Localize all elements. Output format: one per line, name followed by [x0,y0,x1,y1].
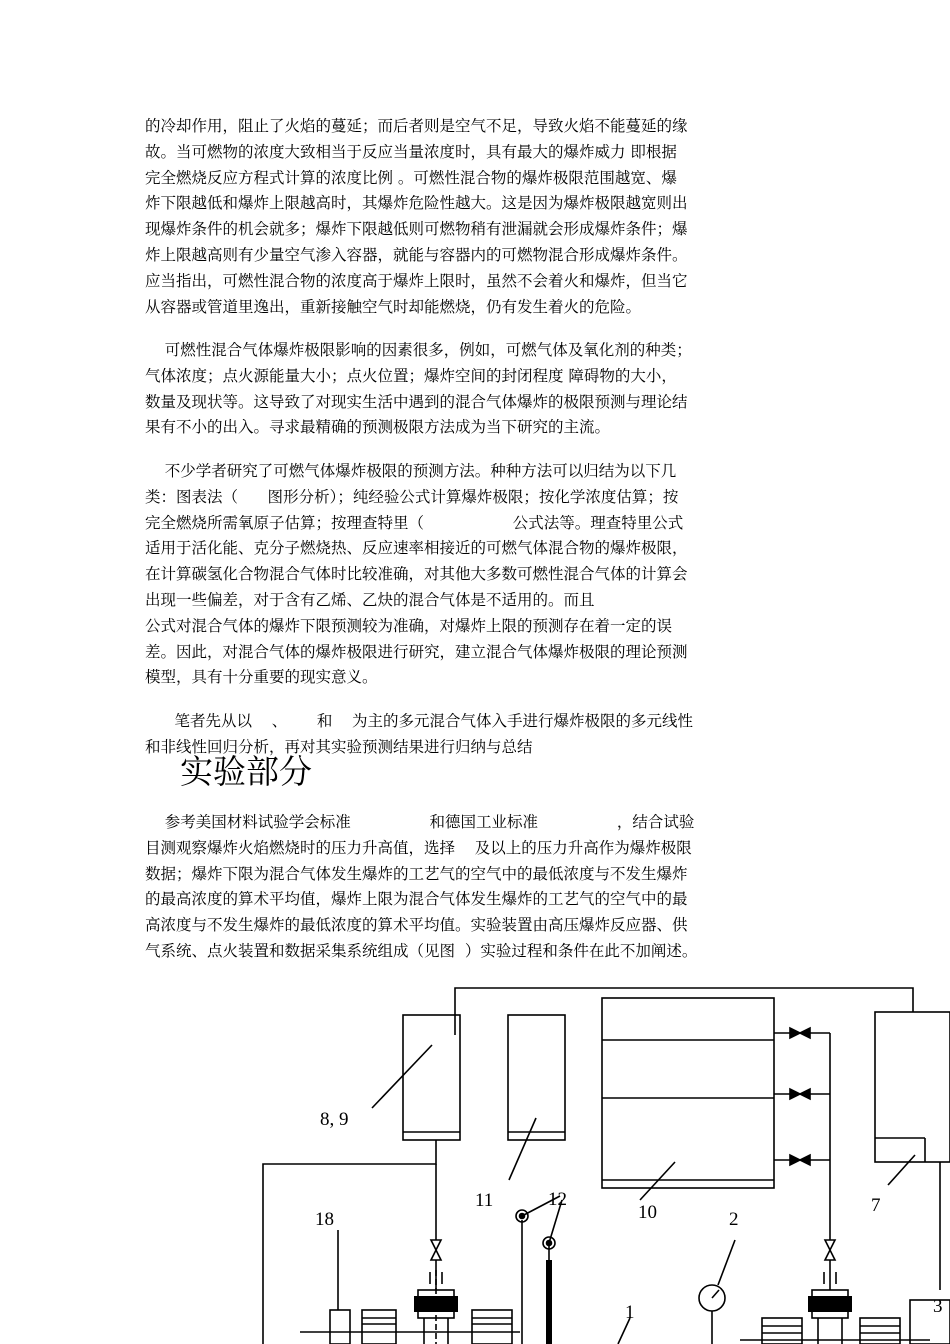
text-line: 气体浓度；点火源能量大小；点火位置；爆炸空间的封闭程度 障碍物的大小， [145,366,677,385]
text-line: 适用于活化能、克分子燃烧热、反应速率相接近的可燃气体混合物的爆炸极限， [145,539,688,558]
paragraph-2 [145,338,810,441]
text-line: 从容器或管道里逸出，重新接触空气时却能燃烧，仍有发生着火的危险。 [145,297,642,316]
text-line: 炸下限越低和爆炸上限越高时，其爆炸危险性越大。这是因为爆炸极限越宽则出 [145,194,688,213]
label-12: 12 [548,1189,567,1210]
text-line: 完全燃烧所需氧原子估算；按理查特里（ 公式法等。理查特里公式 [145,513,684,532]
text-line: 类：图表法（ 图形分析）；纯经验公式计算爆炸极限；按化学浓度估算；按 [145,487,679,506]
text-line: 公式对混合气体的爆炸下限预测较为准确，对爆炸上限的预测存在着一定的误 [145,616,673,635]
label-8-9: 8, 9 [320,1109,349,1130]
apparatus-diagram [240,978,950,1344]
label-10: 10 [638,1202,657,1223]
text-line: 现爆炸条件的机会就多；爆炸下限越低则可燃物稍有泄漏就会形成爆炸条件；爆 [145,220,688,239]
label-1: 1 [625,1302,635,1323]
text-line: 炸上限越高则有少量空气渗入容器，就能与容器内的可燃物混合形成爆炸条件。 [145,245,688,264]
text-line: 气系统、点火装置和数据采集系统组成（见图 ）实验过程和条件在此不加阐述。 [145,941,698,960]
text-line: 果有不小的出入。寻求最精确的预测极限方法成为当下研究的主流。 [145,418,611,437]
section-heading: 实验部分 [180,752,312,791]
text-line: 不少学者研究了可燃气体爆炸极限的预测方法。种种方法可以归结为以下几 [145,462,677,480]
paragraph-3 [145,459,810,691]
paragraph-5 [145,810,810,965]
text-line: 的冷却作用，阻止了火焰的蔓延；而后者则是空气不足，导致火焰不能蔓延的缘 [145,117,688,135]
text-line: 高浓度与不发生爆炸的最低浓度的算术平均值。实验装置由高压爆炸反应器、供 [145,916,688,935]
label-7: 7 [871,1195,881,1216]
tank-11 [508,1015,565,1140]
text-line: 差。因此，对混合气体的爆炸极限进行研究，建立混合气体爆炸极限的理论预测 [145,642,688,661]
label-11: 11 [475,1190,494,1211]
text-line: 故。当可燃物的浓度大致相当于反应当量浓度时，具有最大的爆炸威力 即根据 [145,142,677,161]
tank-8-9 [403,1015,460,1140]
text-line: 模型，具有十分重要的现实意义。 [145,668,378,687]
text-line: 应当指出，可燃性混合物的浓度高于爆炸上限时，虽然不会着火和爆炸，但当它 [145,271,688,290]
text-line: 数据；爆炸下限为混合气体发生爆炸的工艺气的空气中的最低浓度与不发生爆炸 [145,864,688,883]
tank-7 [875,1012,950,1162]
text-line: 笔者先从以 、 和 为主的多元混合气体入手进行爆炸极限的多元线性 [145,712,694,730]
label-2: 2 [729,1209,739,1230]
text-line: 的最高浓度的算术平均值，爆炸上限为混合气体发生爆炸的工艺气的空气中的最 [145,890,688,909]
tank-10 [602,998,774,1188]
text-line: 数量及现状等。这导致了对现实生活中遇到的混合气体爆炸的极限预测与理论结 [145,392,688,411]
text-line: 可燃性混合气体爆炸极限影响的因素很多，例如，可燃气体及氧化剂的种类； [145,341,692,359]
text-line: 出现一些偏差，对于含有乙烯、乙炔的混合气体是不适用的。而且 [145,590,595,609]
label-18: 18 [315,1209,334,1230]
text-line: 完全燃烧反应方程式计算的浓度比例 。可燃性混合物的爆炸极限范围越宽、爆 [145,168,677,187]
text-line: 和非线性回归分析，再对其实验预测结果进行归纳与总结 [145,737,533,756]
text-line: 参考美国材料试验学会标准 和德国工业标准 ，结合试验 [145,813,695,831]
text-line: 在计算碳氢化合物混合气体时比较准确，对其他大多数可燃性混合气体的计算会 [145,565,688,584]
label-3: 3 [933,1296,943,1317]
text-line: 目测观察爆炸火焰燃烧时的压力升高值，选择 及以上的压力升高作为爆炸极限 [145,838,692,857]
paragraph-1 [145,114,810,320]
